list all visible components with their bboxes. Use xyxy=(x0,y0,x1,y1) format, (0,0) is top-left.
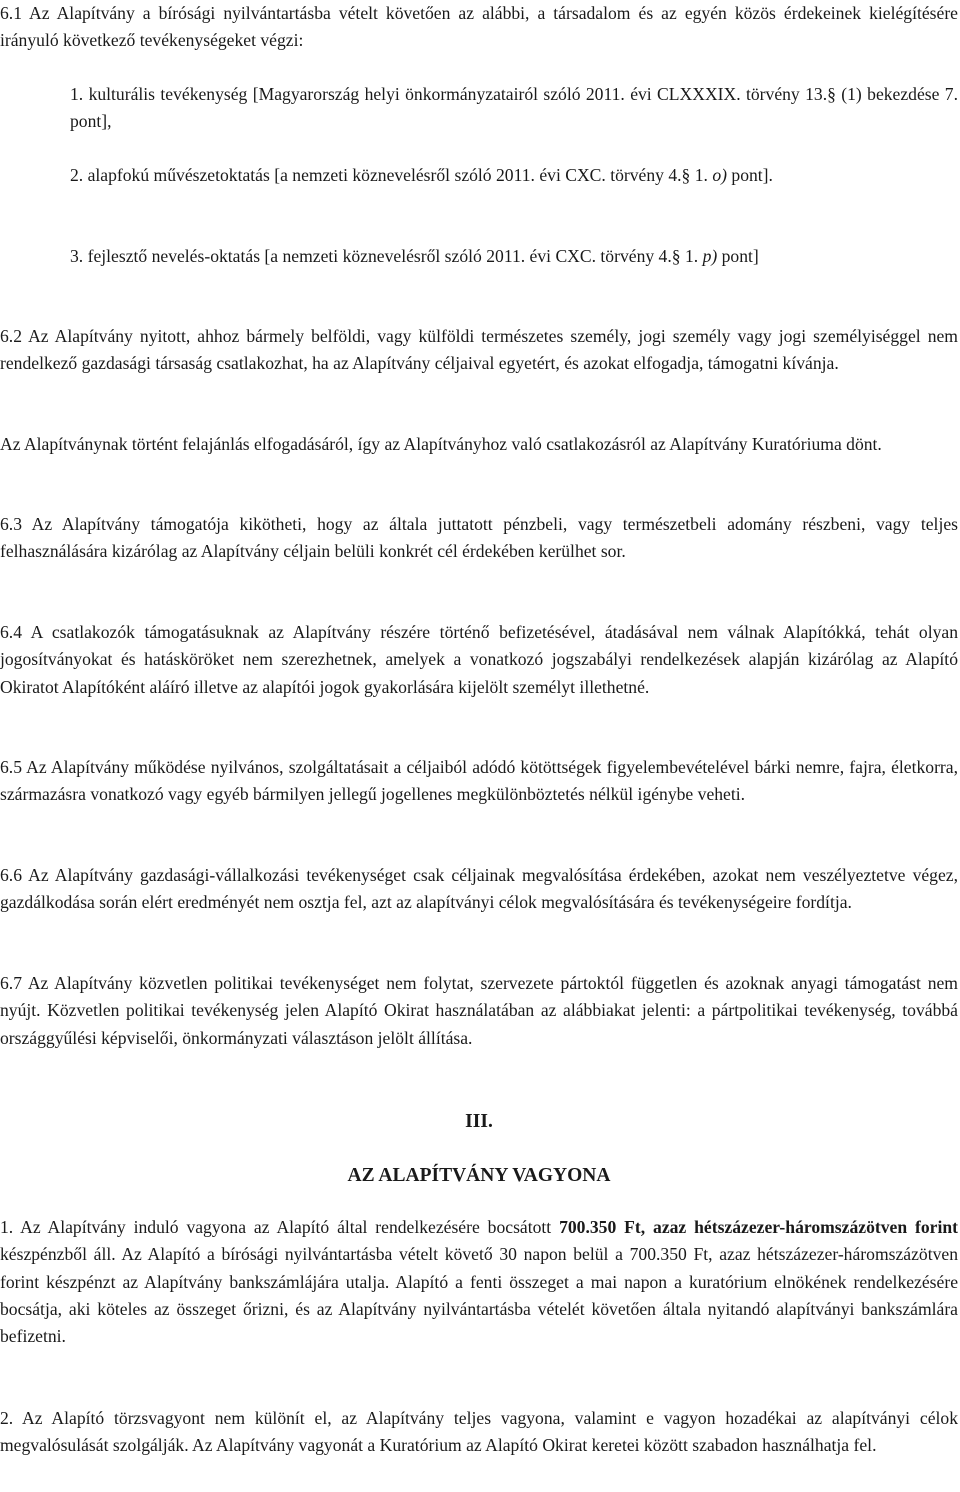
activity-item-3 xyxy=(70,243,958,270)
assets-paragraph-1 xyxy=(0,1214,958,1350)
chapter-number: III. xyxy=(465,1111,493,1132)
assets-paragraph-2: 2. Az Alapító törzsvagyont nem különít el, az Alapítvány teljes vagyona, valamint e vagyon hozadékai az alapítványi célok megvalósulását szolgálják. Az Alapítvány vagyonát a Kuratórium az Alapító Okirat keretei között szabadon használhatja fel. xyxy=(0,1408,958,1456)
section-6-2: 6.2 Az Alapítvány nyitott, ahhoz bármely belföldi, vagy külföldi természetes személy, jogi személy vagy jogi személyiséggel nem rendelkező gazdasági társaság csatlakozhat, ha az Alapítvány céljaival egyetért, és azokat elfogadja, támogatni kívánja. xyxy=(0,326,958,374)
activity-item-2 xyxy=(70,162,958,189)
activity-item-2-letter: o) xyxy=(712,165,727,185)
activity-item-2-text: 2. alapfokú művészetoktatás [a nemzeti köznevelésről szóló 2011. évi CXC. törvény 4.§ 1. xyxy=(70,165,708,185)
section-6-1-intro: 6.1 Az Alapítvány a bírósági nyilvántartásba vételt követően az alábbi, a társadalom és az egyén közös érdekeinek kielégítésére irányuló következő tevékenységeket végzi: xyxy=(0,3,958,51)
activity-item-3-letter: p) xyxy=(702,246,718,266)
section-6-7: 6.7 Az Alapítvány közvetlen politikai tevékenységet nem folytat, szervezete pártoktól független és azoknak anyagi támogatást nem nyújt. Közvetlen politikai tevékenység jelen Alapító Okirat használatában az alábbiakat jelenti: a pártpolitikai tevékenység, továbbá országgyűlési képviselői, önkormányzati választáson jelölt állítása. xyxy=(0,973,958,1048)
activity-item-1: 1. kulturális tevékenység [Magyarország helyi önkormányzatairól szóló 2011. évi CLXXXIX. törvény 13.§ (1) bekezdése 7. pont], xyxy=(70,84,958,132)
section-6-5: 6.5 Az Alapítvány működése nyilvános, szolgáltatásait a céljaiból adódó kötöttségek figyelembevételével bárki nemre, fajra, életkorra, származásra vonatkozó vagy egyéb bármilyen jellegű jogellenes megkülönböztetés nélkül igénybe veheti. xyxy=(0,757,958,805)
initial-capital-amount: 700.350 Ft, azaz hétszázezer-háromszázötven forint xyxy=(559,1217,958,1237)
section-6-3: 6.3 Az Alapítvány támogatója kikötheti, hogy az általa juttatott pénzbeli, vagy természetbeli adomány részbeni, vagy teljes felhasználására kizárólag az Alapítvány céljain belüli konkrét cél érdekében kerülhet sor. xyxy=(0,514,958,562)
section-6-2-decision: Az Alapítványnak történt felajánlás elfogadásáról, így az Alapítványhoz való csatlakozásról az Alapítvány Kuratóriuma dönt. xyxy=(0,434,882,454)
activity-item-2-end: pont]. xyxy=(731,165,773,185)
chapter-title: AZ ALAPÍTVÁNY VAGYONA xyxy=(347,1165,611,1186)
activity-item-3-end: pont] xyxy=(721,246,759,266)
section-6-6: 6.6 Az Alapítvány gazdasági-vállalkozási tevékenységet csak céljainak megvalósítása érdekében, azokat nem veszélyeztetve végez, gazdálkodása során elért eredményét nem osztja fel, azt az alapítványi célok megvalósítására és tevékenységeire fordítja. xyxy=(0,865,958,913)
activity-item-3-text: 3. fejlesztő nevelés-oktatás [a nemzeti köznevelésről szóló 2011. évi CXC. törvény 4.§ 1. xyxy=(70,246,699,266)
assets-paragraph-1-rest: készpénzből áll. Az Alapító a bírósági nyilvántartásba vételt követő 30 napon belül a 700.350 Ft, azaz hétszázezer-háromszázötven forint készpénzt az Alapítvány bankszámlájára utalja. Alapító a fenti összeget a mai napon a kuratórium elnökének rendelkezésére bocsátja, aki köteles az összeget őrizni, és az Alapítvány nyilvántartásba vételét követően általa nyitandó alapítványi bankszámlára befizetni. xyxy=(0,1244,958,1347)
assets-paragraph-1-start: 1. Az Alapítvány induló vagyona az Alapító által rendelkezésére bocsátott xyxy=(0,1217,552,1237)
section-6-4: 6.4 A csatlakozók támogatásuknak az Alapítvány részére történő befizetésével, átadásával nem válnak Alapítókká, tehát olyan jogosítványokat és hatásköröket nem szerezhetnek, amelyek a vonatkozó jogszabályi rendelkezések alapján kizárólag az Alapító Okiratot Alapítóként aláíró illetve az alapítói jogok gyakorlására kijelölt személyt illethetné. xyxy=(0,622,958,697)
